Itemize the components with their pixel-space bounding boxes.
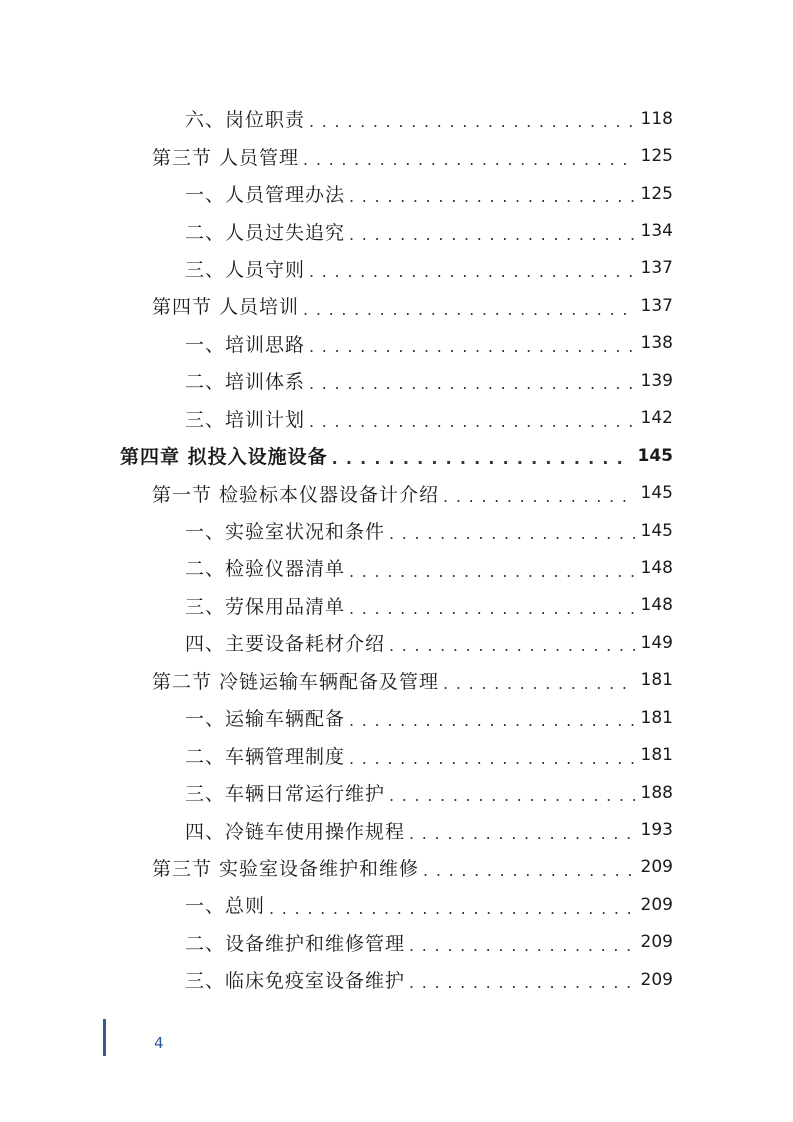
- toc-leader-dots: [443, 485, 635, 508]
- toc-entry-page: 149: [640, 632, 673, 653]
- toc-entry[interactable]: [0, 250, 793, 287]
- page-number: 4: [154, 1034, 164, 1052]
- toc-entry-page: 145: [640, 520, 673, 541]
- toc-entry-page: 209: [640, 857, 673, 878]
- toc-entry[interactable]: [0, 474, 793, 511]
- toc-entry[interactable]: [0, 662, 793, 699]
- toc-entry-title: 一、运输车辆配备: [185, 708, 346, 731]
- toc-leader-dots: [389, 634, 635, 657]
- toc-entry[interactable]: [0, 961, 793, 998]
- toc-entry-title: 第二节 冷链运输车辆配备及管理: [152, 670, 440, 693]
- toc-entry-page: 134: [640, 221, 673, 242]
- toc-leader-dots: [409, 822, 635, 845]
- toc-entry-title: 六、岗位职责: [185, 109, 306, 132]
- toc-entry[interactable]: [0, 849, 793, 886]
- toc-entry-page: 193: [640, 820, 673, 841]
- toc-leader-dots: [349, 185, 635, 208]
- toc-entry-title: 一、总则: [185, 895, 266, 918]
- table-of-contents: [0, 100, 793, 999]
- toc-entry-title: 二、培训体系: [185, 371, 306, 394]
- toc-entry-title: 三、劳保用品清单: [185, 595, 346, 618]
- toc-entry-page: 145: [640, 483, 673, 504]
- toc-leader-dots: [349, 747, 635, 770]
- toc-entry-page: 209: [640, 932, 673, 953]
- toc-entry[interactable]: [0, 137, 793, 174]
- toc-entry-title: 二、人员过失追究: [185, 221, 346, 244]
- toc-leader-dots: [303, 298, 635, 321]
- toc-leader-dots: [349, 597, 635, 620]
- toc-entry-title: 二、检验仪器清单: [185, 558, 346, 581]
- toc-entry-page: 137: [640, 258, 673, 279]
- footer-accent-bar: [103, 1019, 106, 1056]
- toc-leader-dots: [269, 897, 635, 920]
- toc-entry-title: 第三节 实验室设备维护和维修: [152, 857, 420, 880]
- toc-leader-dots: [443, 672, 635, 695]
- toc-entry[interactable]: [0, 100, 793, 137]
- toc-leader-dots: [309, 110, 635, 133]
- toc-entry-page: 181: [640, 670, 673, 691]
- toc-entry-title: 第四节 人员培训: [152, 296, 300, 319]
- toc-entry[interactable]: [0, 549, 793, 586]
- toc-leader-dots: [423, 859, 635, 882]
- toc-entry[interactable]: [0, 774, 793, 811]
- toc-entry-title: 三、培训计划: [185, 408, 306, 431]
- toc-entry-title: 二、设备维护和维修管理: [185, 932, 406, 955]
- toc-entry[interactable]: [0, 811, 793, 848]
- toc-leader-dots: [409, 934, 635, 957]
- toc-entry-title: 二、车辆管理制度: [185, 745, 346, 768]
- toc-leader-dots: [389, 784, 635, 807]
- toc-leader-dots: [332, 447, 632, 470]
- toc-chapter-entry[interactable]: [0, 437, 793, 474]
- toc-leader-dots: [349, 709, 635, 732]
- toc-entry-title: 第四章 拟投入设施设备: [120, 446, 328, 469]
- toc-entry-page: 142: [640, 408, 673, 429]
- toc-entry-title: 四、主要设备耗材介绍: [185, 633, 386, 656]
- toc-entry-page: 209: [640, 894, 673, 915]
- toc-entry-page: 125: [640, 183, 673, 204]
- toc-entry-page: 148: [640, 557, 673, 578]
- toc-entry[interactable]: [0, 287, 793, 324]
- toc-entry-page: 138: [640, 333, 673, 354]
- toc-entry-title: 第三节 人员管理: [152, 146, 300, 169]
- toc-leader-dots: [349, 223, 635, 246]
- toc-entry-page: 209: [640, 969, 673, 990]
- toc-entry[interactable]: [0, 736, 793, 773]
- toc-entry-page: 188: [640, 782, 673, 803]
- toc-entry-page: 118: [640, 108, 673, 129]
- toc-entry-page: 181: [640, 707, 673, 728]
- toc-entry-page: 145: [637, 445, 673, 466]
- toc-entry-page: 137: [640, 295, 673, 316]
- toc-entry-page: 148: [640, 595, 673, 616]
- toc-leader-dots: [309, 260, 635, 283]
- toc-entry-title: 一、实验室状况和条件: [185, 521, 386, 544]
- toc-entry-title: 第一节 检验标本仪器设备计介绍: [152, 483, 440, 506]
- toc-entry[interactable]: [0, 400, 793, 437]
- toc-leader-dots: [309, 335, 635, 358]
- toc-leader-dots: [349, 560, 635, 583]
- toc-entry-title: 一、人员管理办法: [185, 184, 346, 207]
- toc-leader-dots: [389, 522, 635, 545]
- toc-entry-title: 一、培训思路: [185, 333, 306, 356]
- toc-entry[interactable]: [0, 362, 793, 399]
- toc-leader-dots: [309, 372, 635, 395]
- toc-entry[interactable]: [0, 512, 793, 549]
- toc-entry-page: 181: [640, 745, 673, 766]
- toc-entry[interactable]: [0, 212, 793, 249]
- toc-entry[interactable]: [0, 325, 793, 362]
- toc-entry[interactable]: [0, 886, 793, 923]
- toc-entry-title: 三、车辆日常运行维护: [185, 783, 386, 806]
- toc-entry-title: 三、人员守则: [185, 258, 306, 281]
- toc-leader-dots: [409, 971, 635, 994]
- toc-entry[interactable]: [0, 924, 793, 961]
- toc-entry[interactable]: [0, 624, 793, 661]
- toc-entry-page: 125: [640, 146, 673, 167]
- toc-entry-title: 四、冷链车使用操作规程: [185, 820, 406, 843]
- toc-entry-page: 139: [640, 370, 673, 391]
- toc-entry[interactable]: [0, 175, 793, 212]
- toc-entry-title: 三、临床免疫室设备维护: [185, 970, 406, 993]
- toc-entry[interactable]: [0, 699, 793, 736]
- toc-entry[interactable]: [0, 587, 793, 624]
- toc-leader-dots: [309, 410, 635, 433]
- toc-leader-dots: [303, 148, 635, 171]
